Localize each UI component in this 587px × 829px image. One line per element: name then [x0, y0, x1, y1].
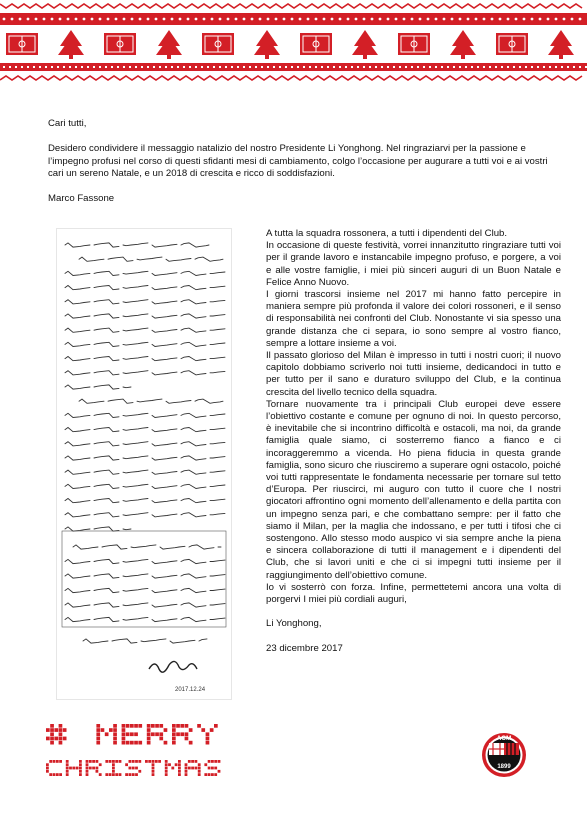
pitch-icon	[398, 33, 430, 55]
greeting: Cari tutti,	[48, 118, 87, 129]
pitch-icon	[496, 33, 528, 55]
letter-paragraph-3: I giorni trascorsi insieme nel 2017 mi hanno fatto percepire in maniera sempre più profonda il valore dei colori rossoneri, e il senso di responsabilità nei confronti del Club. Nonostante vi sia spesso una grande distanza che ci separa, io sono sempre al vostro fianco, sempre a lottare insieme a voi.	[266, 289, 561, 349]
crest-letters: ACM	[496, 735, 512, 742]
handwriting-strokes	[65, 243, 225, 672]
merry-christmas-logo	[46, 722, 226, 790]
letter-paragraph-1: A tutta la squadra rossonera, a tutti i dipendenti del Club.	[266, 228, 508, 239]
christmas-line	[46, 760, 220, 776]
intro-paragraph: Desidero condividere il messaggio natalizio del nostro Presidente Li Yonghong. Nel ringraziarvi per la passione e l’impegno profusi nel corso di questi sfidanti mesi di cambiamento, colgo l’occasione per augurare a tutti voi e ai vostri cari un sereno Natale, e un 2018 di crescita e ricco di soddisfazioni.	[48, 143, 548, 179]
letter-paragraph-2: In occasione di queste festività, vorrei innanzitutto ringraziare tutti voi per il grande lavoro e instancabile impegno profuso, e porgere, a voi e alle vostre famiglie, i miei più sinceri auguri di un Buon Natale e Felice Anno Nuovo.	[266, 240, 561, 288]
merry-line	[46, 724, 218, 745]
crest-year: 1899	[497, 764, 511, 770]
letter-paragraph-4: Il passato glorioso del Milan è impresso in tutti i nostri cuori; il nuovo capitolo dobbiamo scriverlo noi tutti insieme, dedicandoci in tutto e per tutto per il sano e duraturo sviluppo del Club, e la continua crescita del livello tecnico della squadra.	[266, 350, 561, 398]
letter-signature: Li Yonghong,	[266, 618, 322, 630]
tree-icon	[548, 30, 574, 59]
intro-section	[48, 118, 558, 218]
letter-paragraph-6: Io vi sosterrò con forza. Infine, permettetemi ancora una volta di porgervi I miei più cordiali auguri,	[266, 581, 561, 606]
pitch-icon	[104, 33, 136, 55]
pitch-icon	[300, 33, 332, 55]
tree-icon	[254, 30, 280, 59]
handwritten-date: 2017.12.24	[175, 687, 206, 693]
top-christmas-border	[0, 0, 587, 85]
tree-icon	[352, 30, 378, 59]
letter-date: 23 dicembre 2017	[266, 642, 343, 654]
ac-milan-crest-icon	[481, 726, 527, 784]
tree-icon	[450, 30, 476, 59]
pitch-icon	[202, 33, 234, 55]
letter-paragraph-5: Tornare nuovamente tra i principali Club europei deve essere l’obiettivo costante e comune per ognuno di noi. In questo percorso, è inevitabile che si incontrino difficoltà e ostacoli, ma noi, da grande famiglia quale siamo, ci sosterremo fianco a fianco e ci incoraggeremmo a vicenda. Ho piena fiducia in questa grande famiglia, sono sicuro che riusciremo a superare ogni ostacolo, poiché voi tutti rappresentate le fondamenta necessarie per tornare sul tetto d’Europa. Per riuscirci, mi auguro con tutto il cuore che I nostri giocatori affrontino ogni momento dell’allenamento e della partita con un impegno senza pari, e che combattano sempre: per il fatto che siamo il Milan, per la maglia che indossano, e per tutti i tifosi che ci sostengono. Allo stesso modo auspico vi sia sempre anche la piena e sincera collaborazione di tutti il management e i dipendenti del Club, che si lavori uniti e che ci si impegni tutti insieme per il raggiungimento dell’obiettivo comune.	[266, 398, 561, 581]
handwritten-letter-image	[56, 228, 232, 700]
tree-icon	[58, 30, 84, 59]
tree-icon	[156, 30, 182, 59]
letter-section	[266, 228, 561, 655]
pitch-icon	[6, 33, 38, 55]
intro-signature: Marco Fassone	[48, 193, 115, 204]
